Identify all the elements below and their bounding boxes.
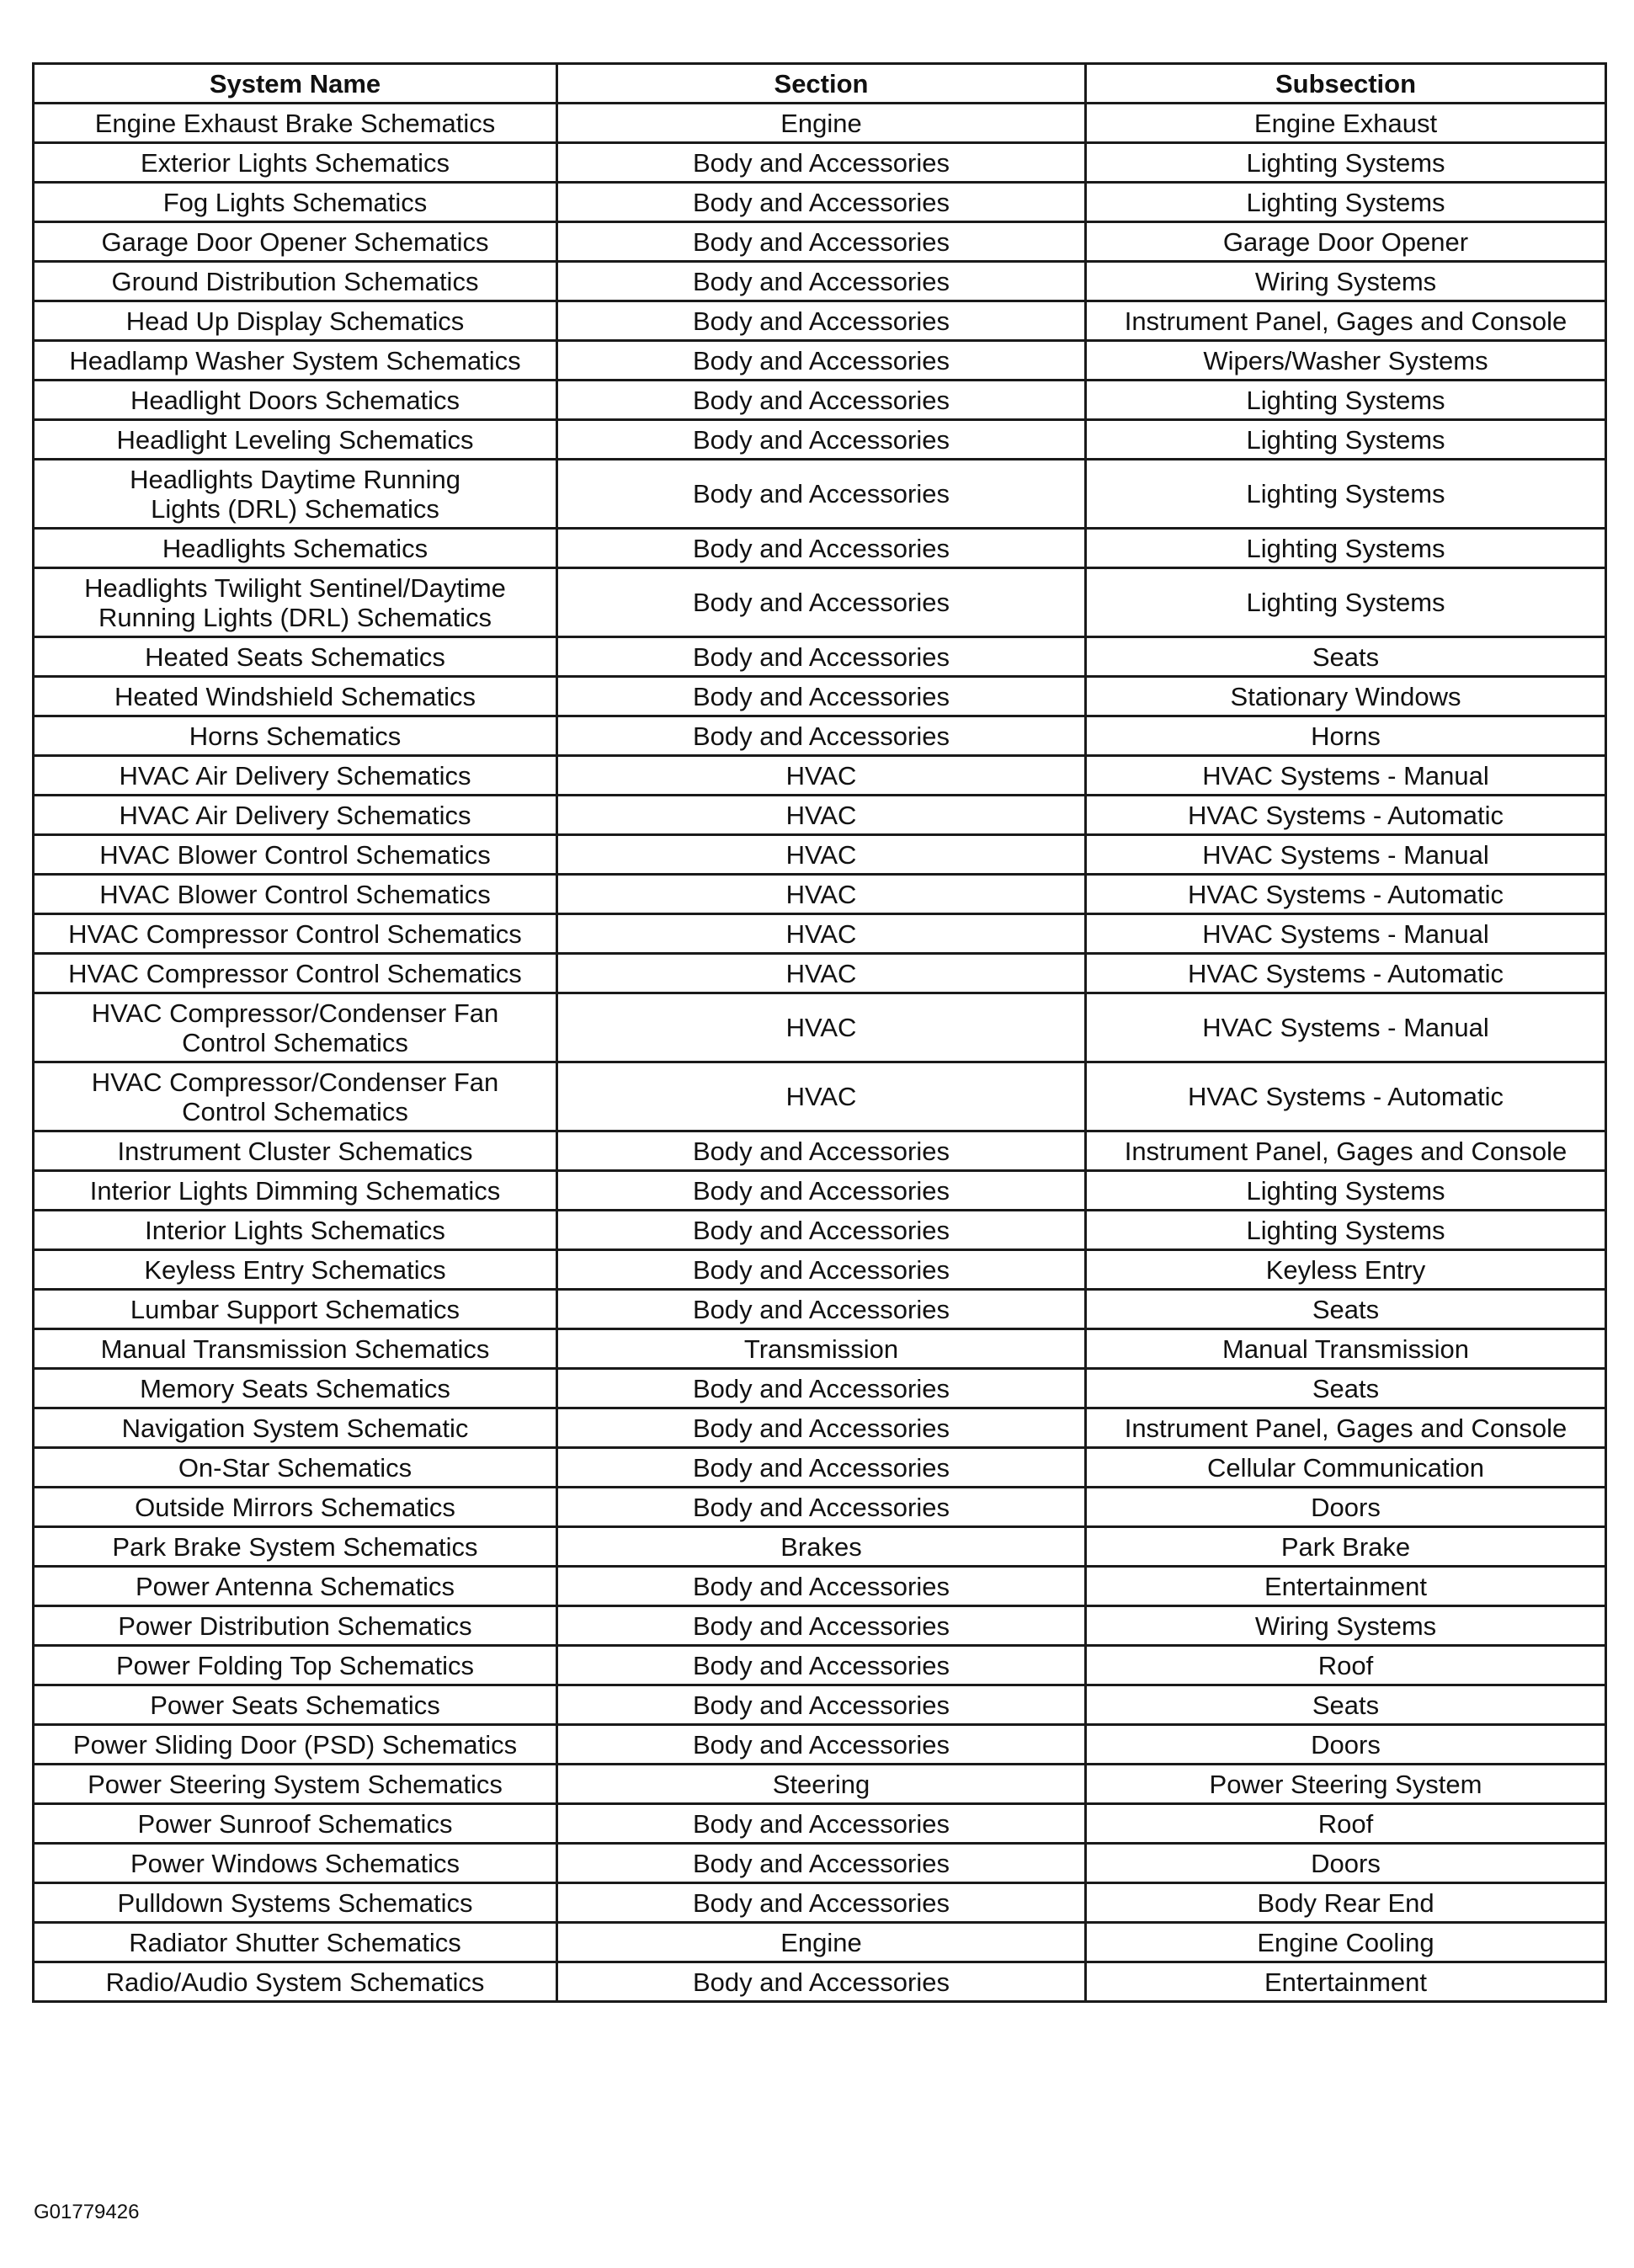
system-name-cell: Radiator Shutter Schematics <box>34 1923 557 1962</box>
system-name-cell: Power Antenna Schematics <box>34 1567 557 1606</box>
table-row <box>34 529 1606 568</box>
section-cell: Body and Accessories <box>557 262 1086 301</box>
system-name-cell: Navigation System Schematic <box>34 1408 557 1448</box>
section-cell: Body and Accessories <box>557 716 1086 756</box>
system-name-cell: HVAC Blower Control Schematics <box>34 835 557 875</box>
section-cell: Body and Accessories <box>557 1844 1086 1883</box>
section-cell: Body and Accessories <box>557 1408 1086 1448</box>
subsection-cell: Lighting Systems <box>1086 420 1606 460</box>
table-row <box>34 222 1606 262</box>
section-cell: Engine <box>557 1923 1086 1962</box>
table-row <box>34 1131 1606 1171</box>
table-row <box>34 993 1606 1062</box>
table-row <box>34 1883 1606 1923</box>
system-name-cell: Fog Lights Schematics <box>34 183 557 222</box>
system-name-cell: Power Windows Schematics <box>34 1844 557 1883</box>
section-cell: Body and Accessories <box>557 1804 1086 1844</box>
section-cell: Body and Accessories <box>557 222 1086 262</box>
table-row <box>34 677 1606 716</box>
system-name-cell: Park Brake System Schematics <box>34 1527 557 1567</box>
table-row <box>34 262 1606 301</box>
table-row <box>34 1171 1606 1211</box>
table-row <box>34 954 1606 993</box>
subsection-cell: Power Steering System <box>1086 1765 1606 1804</box>
subsection-cell: Engine Cooling <box>1086 1923 1606 1962</box>
table-row <box>34 1408 1606 1448</box>
section-cell: Body and Accessories <box>557 529 1086 568</box>
section-cell: Body and Accessories <box>557 1171 1086 1211</box>
section-cell: Body and Accessories <box>557 1211 1086 1250</box>
subsection-cell: Lighting Systems <box>1086 1211 1606 1250</box>
system-name-cell: Power Distribution Schematics <box>34 1606 557 1646</box>
table-row <box>34 1923 1606 1962</box>
section-cell: Brakes <box>557 1527 1086 1567</box>
system-name-cell: Engine Exhaust Brake Schematics <box>34 104 557 143</box>
table-row <box>34 381 1606 420</box>
system-name-cell: On-Star Schematics <box>34 1448 557 1488</box>
table-row <box>34 183 1606 222</box>
section-cell: Body and Accessories <box>557 1962 1086 2002</box>
system-name-cell: Manual Transmission Schematics <box>34 1329 557 1369</box>
section-cell: Body and Accessories <box>557 1685 1086 1725</box>
system-name-cell: HVAC Compressor Control Schematics <box>34 914 557 954</box>
section-cell: Steering <box>557 1765 1086 1804</box>
table-header <box>34 64 1606 104</box>
system-name-cell: Lumbar Support Schematics <box>34 1290 557 1329</box>
system-name-cell: Headlamp Washer System Schematics <box>34 341 557 381</box>
subsection-cell: Engine Exhaust <box>1086 104 1606 143</box>
section-cell: Body and Accessories <box>557 677 1086 716</box>
subsection-cell: HVAC Systems - Manual <box>1086 914 1606 954</box>
subsection-cell: Entertainment <box>1086 1962 1606 2002</box>
schematics-table <box>32 62 1607 2003</box>
subsection-cell: Lighting Systems <box>1086 568 1606 637</box>
figure-id: G01779426 <box>34 2201 140 2223</box>
system-name-cell: Exterior Lights Schematics <box>34 143 557 183</box>
system-name-cell: Power Seats Schematics <box>34 1685 557 1725</box>
table-row <box>34 1962 1606 2002</box>
section-cell: Engine <box>557 104 1086 143</box>
system-name-cell: Horns Schematics <box>34 716 557 756</box>
table-row <box>34 875 1606 914</box>
table-row <box>34 1804 1606 1844</box>
system-name-cell: Headlights Twilight Sentinel/Daytime Running Lights (DRL) Schematics <box>34 568 557 637</box>
subsection-cell: Instrument Panel, Gages and Console <box>1086 1408 1606 1448</box>
section-cell: HVAC <box>557 796 1086 835</box>
table-row <box>34 143 1606 183</box>
subsection-cell: Cellular Communication <box>1086 1448 1606 1488</box>
subsection-cell: Manual Transmission <box>1086 1329 1606 1369</box>
subsection-cell: Wiring Systems <box>1086 1606 1606 1646</box>
system-name-cell: Power Folding Top Schematics <box>34 1646 557 1685</box>
subsection-cell: Doors <box>1086 1844 1606 1883</box>
system-name-cell: HVAC Compressor/Condenser Fan Control Schematics <box>34 993 557 1062</box>
table-row <box>34 835 1606 875</box>
system-name-cell: Keyless Entry Schematics <box>34 1250 557 1290</box>
table-row <box>34 420 1606 460</box>
subsection-cell: Instrument Panel, Gages and Console <box>1086 301 1606 341</box>
table-row <box>34 1527 1606 1567</box>
section-cell: Body and Accessories <box>557 1250 1086 1290</box>
table-row <box>34 1765 1606 1804</box>
system-name-cell: Interior Lights Dimming Schematics <box>34 1171 557 1211</box>
section-cell: HVAC <box>557 954 1086 993</box>
table-row <box>34 301 1606 341</box>
section-cell: HVAC <box>557 1062 1086 1131</box>
section-cell: Body and Accessories <box>557 1290 1086 1329</box>
table-row <box>34 1725 1606 1765</box>
section-cell: Body and Accessories <box>557 341 1086 381</box>
subsection-cell: HVAC Systems - Automatic <box>1086 954 1606 993</box>
system-name-cell: Headlight Leveling Schematics <box>34 420 557 460</box>
table-row <box>34 104 1606 143</box>
section-cell: Body and Accessories <box>557 1131 1086 1171</box>
header-system-name: System Name <box>34 64 557 104</box>
section-cell: HVAC <box>557 993 1086 1062</box>
header-subsection: Subsection <box>1086 64 1606 104</box>
subsection-cell: Keyless Entry <box>1086 1250 1606 1290</box>
subsection-cell: Wiring Systems <box>1086 262 1606 301</box>
subsection-cell: Horns <box>1086 716 1606 756</box>
system-name-cell: Power Sunroof Schematics <box>34 1804 557 1844</box>
table-row <box>34 1606 1606 1646</box>
header-row <box>34 64 1606 104</box>
table-row <box>34 1329 1606 1369</box>
subsection-cell: Park Brake <box>1086 1527 1606 1567</box>
table-row <box>34 716 1606 756</box>
subsection-cell: Entertainment <box>1086 1567 1606 1606</box>
section-cell: Body and Accessories <box>557 1369 1086 1408</box>
section-cell: Body and Accessories <box>557 143 1086 183</box>
system-name-cell: HVAC Air Delivery Schematics <box>34 796 557 835</box>
table-row <box>34 756 1606 796</box>
system-name-cell: Power Sliding Door (PSD) Schematics <box>34 1725 557 1765</box>
table-row <box>34 1646 1606 1685</box>
system-name-cell: HVAC Compressor Control Schematics <box>34 954 557 993</box>
subsection-cell: HVAC Systems - Manual <box>1086 835 1606 875</box>
subsection-cell: Doors <box>1086 1725 1606 1765</box>
system-name-cell: Headlights Schematics <box>34 529 557 568</box>
section-cell: Body and Accessories <box>557 1883 1086 1923</box>
section-cell: Body and Accessories <box>557 183 1086 222</box>
section-cell: Body and Accessories <box>557 1567 1086 1606</box>
subsection-cell: Instrument Panel, Gages and Console <box>1086 1131 1606 1171</box>
system-name-cell: Garage Door Opener Schematics <box>34 222 557 262</box>
subsection-cell: Roof <box>1086 1646 1606 1685</box>
system-name-cell: Headlights Daytime Running Lights (DRL) Schematics <box>34 460 557 529</box>
subsection-cell: Lighting Systems <box>1086 529 1606 568</box>
system-name-cell: Instrument Cluster Schematics <box>34 1131 557 1171</box>
table-row <box>34 1685 1606 1725</box>
section-cell: Body and Accessories <box>557 1488 1086 1527</box>
table-body <box>34 104 1606 2002</box>
section-cell: Body and Accessories <box>557 460 1086 529</box>
section-cell: HVAC <box>557 914 1086 954</box>
subsection-cell: Lighting Systems <box>1086 381 1606 420</box>
table-row <box>34 914 1606 954</box>
section-cell: Body and Accessories <box>557 1725 1086 1765</box>
system-name-cell: Radio/Audio System Schematics <box>34 1962 557 2002</box>
subsection-cell: Seats <box>1086 637 1606 677</box>
subsection-cell: Lighting Systems <box>1086 460 1606 529</box>
system-name-cell: Heated Seats Schematics <box>34 637 557 677</box>
table-row <box>34 1448 1606 1488</box>
subsection-cell: Seats <box>1086 1290 1606 1329</box>
table-row <box>34 1290 1606 1329</box>
header-section: Section <box>557 64 1086 104</box>
table-row <box>34 1062 1606 1131</box>
subsection-cell: Seats <box>1086 1369 1606 1408</box>
section-cell: Body and Accessories <box>557 381 1086 420</box>
section-cell: Body and Accessories <box>557 301 1086 341</box>
subsection-cell: Wipers/Washer Systems <box>1086 341 1606 381</box>
table-row <box>34 1844 1606 1883</box>
subsection-cell: Body Rear End <box>1086 1883 1606 1923</box>
system-name-cell: Outside Mirrors Schematics <box>34 1488 557 1527</box>
section-cell: Body and Accessories <box>557 1448 1086 1488</box>
subsection-cell: Doors <box>1086 1488 1606 1527</box>
subsection-cell: Lighting Systems <box>1086 183 1606 222</box>
subsection-cell: Seats <box>1086 1685 1606 1725</box>
system-name-cell: Heated Windshield Schematics <box>34 677 557 716</box>
table-row <box>34 460 1606 529</box>
table-row <box>34 1567 1606 1606</box>
system-name-cell: HVAC Blower Control Schematics <box>34 875 557 914</box>
section-cell: HVAC <box>557 835 1086 875</box>
system-name-cell: HVAC Air Delivery Schematics <box>34 756 557 796</box>
subsection-cell: HVAC Systems - Automatic <box>1086 796 1606 835</box>
section-cell: Body and Accessories <box>557 420 1086 460</box>
subsection-cell: Lighting Systems <box>1086 1171 1606 1211</box>
subsection-cell: Garage Door Opener <box>1086 222 1606 262</box>
section-cell: Transmission <box>557 1329 1086 1369</box>
section-cell: HVAC <box>557 875 1086 914</box>
system-name-cell: Memory Seats Schematics <box>34 1369 557 1408</box>
table-row <box>34 1369 1606 1408</box>
section-cell: Body and Accessories <box>557 568 1086 637</box>
table-row <box>34 341 1606 381</box>
subsection-cell: HVAC Systems - Automatic <box>1086 1062 1606 1131</box>
table-row <box>34 568 1606 637</box>
subsection-cell: HVAC Systems - Manual <box>1086 993 1606 1062</box>
system-name-cell: Head Up Display Schematics <box>34 301 557 341</box>
system-name-cell: Power Steering System Schematics <box>34 1765 557 1804</box>
table-row <box>34 1488 1606 1527</box>
section-cell: Body and Accessories <box>557 1646 1086 1685</box>
system-name-cell: Interior Lights Schematics <box>34 1211 557 1250</box>
subsection-cell: HVAC Systems - Manual <box>1086 756 1606 796</box>
table-row <box>34 796 1606 835</box>
table-row <box>34 637 1606 677</box>
system-name-cell: Headlight Doors Schematics <box>34 381 557 420</box>
system-name-cell: HVAC Compressor/Condenser Fan Control Schematics <box>34 1062 557 1131</box>
subsection-cell: Stationary Windows <box>1086 677 1606 716</box>
system-name-cell: Pulldown Systems Schematics <box>34 1883 557 1923</box>
section-cell: HVAC <box>557 756 1086 796</box>
table-row <box>34 1250 1606 1290</box>
section-cell: Body and Accessories <box>557 637 1086 677</box>
subsection-cell: Lighting Systems <box>1086 143 1606 183</box>
table-row <box>34 1211 1606 1250</box>
subsection-cell: Roof <box>1086 1804 1606 1844</box>
subsection-cell: HVAC Systems - Automatic <box>1086 875 1606 914</box>
system-name-cell: Ground Distribution Schematics <box>34 262 557 301</box>
section-cell: Body and Accessories <box>557 1606 1086 1646</box>
